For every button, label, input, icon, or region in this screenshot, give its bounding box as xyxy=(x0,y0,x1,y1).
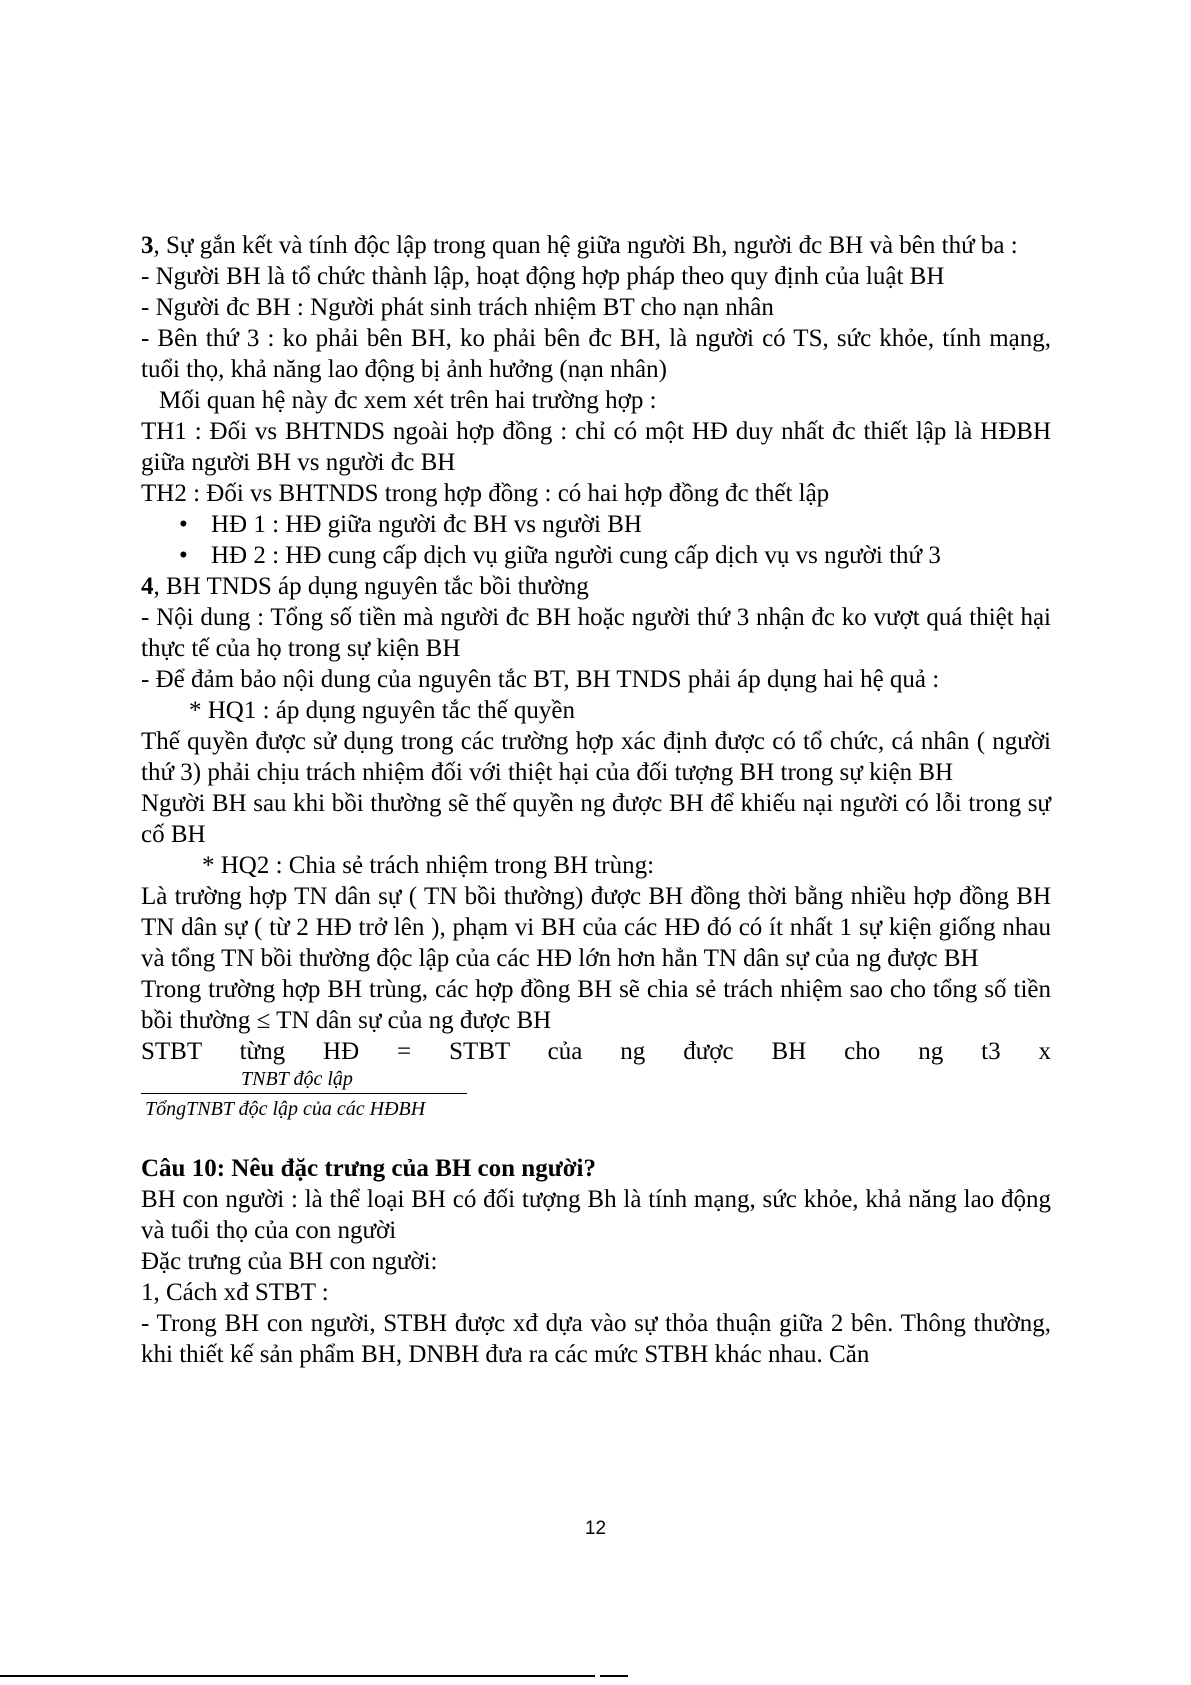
feature-1-title: 1, Cách xđ STBT : xyxy=(141,1279,329,1306)
section-4-heading-text: , BH TNDS áp dụng nguyên tắc bồi thường xyxy=(153,573,589,600)
section-4-heading xyxy=(141,571,1051,602)
insurer-item: - Người BH là tổ chức thành lập, hoạt động hợp pháp theo quy định của luật BH xyxy=(141,263,945,290)
hq2-title: * HQ2 : Chia sẻ trách nhiệm trong BH trùng: xyxy=(202,852,655,879)
feature-1-text: - Trong BH con người, STBH được xđ dựa vào sự thỏa thuận giữa 2 bên. Thông thường, khi thiết kế sản phẩm BH, DNBH đưa ra các mức STBH khác nhau. Căn xyxy=(141,1310,1051,1368)
document-body xyxy=(141,230,1051,1370)
content-item: - Nội dung : Tổng số tiền mà người đc BH hoặc người thứ 3 nhận đc ko vượt quá thiệt hại thực tế của họ trong sự kiện BH xyxy=(141,604,1051,662)
formula-line: STBT từng HĐ = STBT của ng được BH cho ng t3 x xyxy=(141,1038,1051,1065)
hq2-paragraph-2: Trong trường hợp BH trùng, các hợp đồng BH sẽ chia sẻ trách nhiệm sao cho tổng số tiền bồi thường ≤ TN dân sự của ng được BH xyxy=(141,976,1051,1034)
footer-line-right xyxy=(600,1675,628,1677)
question-10-definition: BH con người : là thể loại BH có đối tượng Bh là tính mạng, sức khỏe, khả năng lao động và tuổi thọ của con người xyxy=(141,1186,1051,1244)
hq1-paragraph-1: Thế quyền được sử dụng trong các trường hợp xác định được có tổ chức, cá nhân ( người thứ 3) phải chịu trách nhiệm đối với thiệt hại của đối tượng BH trong sự kiện BH xyxy=(141,728,1051,786)
insured-item: - Người đc BH : Người phát sinh trách nhiệm BT cho nạn nhân xyxy=(141,294,774,321)
contract-bullet-1: • HĐ 1 : HĐ giữa người đc BH vs người BH xyxy=(141,509,1051,540)
formula-numerator: TNBT độc lập xyxy=(241,1068,353,1090)
hq2-paragraph-1: Là trường hợp TN dân sự ( TN bồi thường) được BH đồng thời bằng nhiều hợp đồng BH TN dân sự ( từ 2 HĐ trở lên ), phạm vi BH của các HĐ đó có ít nhất 1 sự kiện giống nhau và tổng TN bồi thường độc lập của các HĐ lớn hơn hẳn TN dân sự của ng được BH xyxy=(141,883,1051,972)
section-3-heading xyxy=(141,230,1051,261)
contract-bullet-2: • HĐ 2 : HĐ cung cấp dịch vụ giữa người cung cấp dịch vụ vs người thứ 3 xyxy=(141,540,1051,571)
formula-fraction xyxy=(141,1067,1051,1129)
hq1-paragraph-2: Người BH sau khi bồi thường sẽ thế quyền ng được BH để khiếu nại người có lỗi trong sự cố BH xyxy=(141,790,1051,848)
case-2-paragraph: TH2 : Đối vs BHTNDS trong hợp đồng : có hai hợp đồng đc thết lập xyxy=(141,480,830,507)
contract-bullet-list xyxy=(141,509,1051,571)
fraction-bar xyxy=(141,1093,467,1094)
relation-intro: Mối quan hệ này đc xem xét trên hai trường hợp : xyxy=(159,387,657,414)
section-3-heading-text: , Sự gắn kết và tính độc lập trong quan hệ giữa người Bh, người đc BH và bên thứ ba : xyxy=(153,232,1018,259)
question-10-title: Câu 10: Nêu đặc trưng của BH con người? xyxy=(141,1155,596,1182)
features-intro: Đặc trưng của BH con người: xyxy=(141,1248,438,1275)
hq1-title: * HQ1 : áp dụng nguyên tắc thế quyền xyxy=(189,697,576,724)
formula-denominator: TổngTNBT độc lập của các HĐBH xyxy=(145,1098,426,1120)
third-party-item: - Bên thứ 3 : ko phải bên BH, ko phải bên đc BH, là người có TS, sức khỏe, tính mạng, tuổi thọ, khả năng lao động bị ảnh hưởng (nạn nhân) xyxy=(141,325,1051,383)
section-4-number: 4 xyxy=(141,573,154,600)
case-1-paragraph: TH1 : Đối vs BHTNDS ngoài hợp đồng : chỉ có một HĐ duy nhất đc thiết lập là HĐBH giữa người BH vs người đc BH xyxy=(141,418,1051,476)
footer-line-left xyxy=(0,1675,595,1677)
section-3-number: 3 xyxy=(141,232,154,259)
ensure-item: - Để đảm bảo nội dung của nguyên tắc BT, BH TNDS phải áp dụng hai hệ quả : xyxy=(141,666,940,693)
page-number: 12 xyxy=(584,1518,607,1539)
